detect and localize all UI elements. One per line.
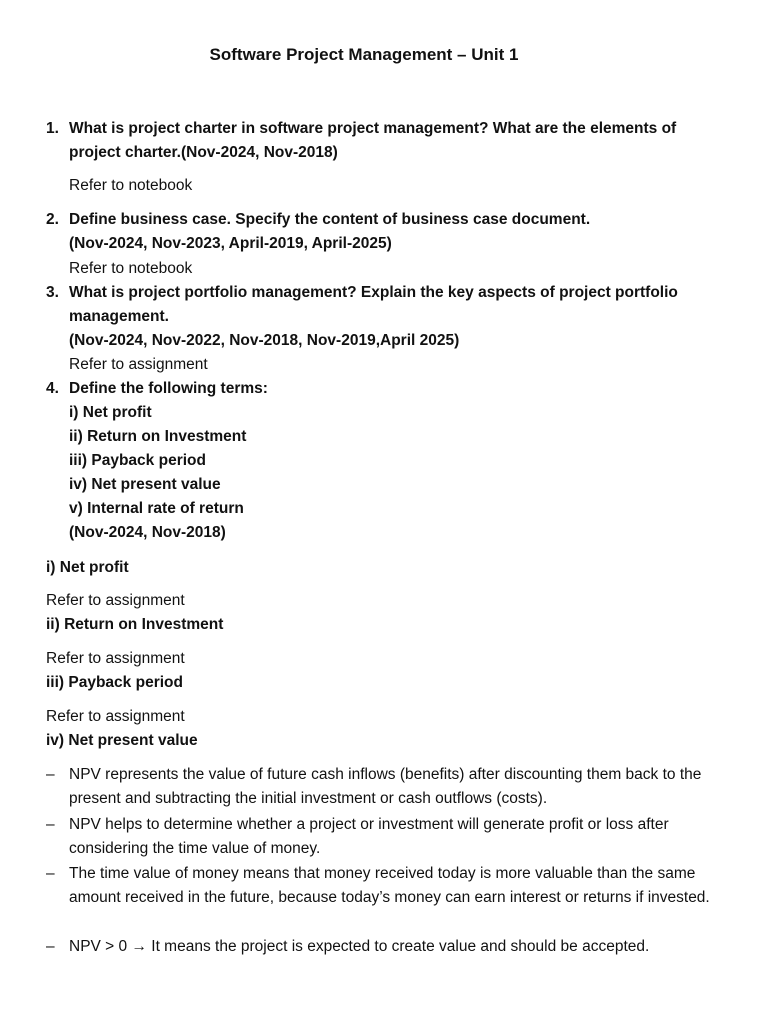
question-text-line: iii) Payback period (69, 452, 206, 469)
bullet-text: NPV helps to determine whether a project or investment will generate profit or loss after considering the time value of money. (69, 816, 669, 857)
question-text-line: (Nov-2024, Nov-2023, April-2019, April-2025) (69, 235, 392, 252)
question-2-note: Refer to notebook (69, 260, 193, 277)
bullet-text: NPV represents the value of future cash inflows (benefits) after discounting them back to the present and subtracting the initial investment or cash outflows (costs). (69, 766, 702, 807)
question-text-line: What is project charter in software project management? What are the elements of (69, 120, 677, 137)
section-heading-payback-period: iii) Payback period (46, 674, 183, 691)
question-3 (46, 281, 726, 353)
dash-bullet: – (46, 766, 55, 783)
bullet-item (46, 763, 736, 811)
question-text-line: v) Internal rate of return (69, 500, 244, 517)
question-4 (46, 377, 726, 545)
question-text-line: (Nov-2024, Nov-2018) (69, 524, 226, 541)
question-3-note: Refer to assignment (69, 356, 208, 373)
question-2 (46, 208, 726, 256)
dash-bullet: – (46, 816, 55, 833)
bullet-item (46, 862, 736, 910)
question-text-line: Define business case. Specify the content of business case document. (69, 211, 591, 228)
question-text-line: What is project portfolio management? Explain the key aspects of project portfolio (69, 284, 678, 301)
bullet-text: The time value of money means that money received today is more valuable than the same amount received in the future, because today’s money can earn interest or returns if invested. (69, 865, 710, 906)
question-text-line: (Nov-2024, Nov-2022, Nov-2018, Nov-2019,April 2025) (69, 332, 460, 349)
question-1-note: Refer to notebook (69, 177, 193, 194)
section-note: Refer to assignment (46, 650, 185, 667)
question-text-line: management. (69, 308, 169, 325)
question-text-line: i) Net profit (69, 404, 152, 421)
question-number: 2. (46, 211, 59, 228)
question-text-line: project charter.(Nov-2024, Nov-2018) (69, 144, 338, 161)
question-1 (46, 117, 726, 165)
question-text-line: ii) Return on Investment (69, 428, 247, 445)
question-number: 4. (46, 380, 59, 397)
bullet-text: NPV > 0 → It means the project is expected to create value and should be accepted. (69, 938, 650, 955)
question-number: 3. (46, 284, 59, 301)
document-title: Software Project Management – Unit 1 (209, 45, 519, 64)
question-text-line: Define the following terms: (69, 380, 268, 397)
question-text-line: iv) Net present value (69, 476, 221, 493)
section-heading-net-profit: i) Net profit (46, 559, 129, 576)
bullet-item (46, 935, 736, 959)
bullet-item (46, 813, 736, 861)
section-note: Refer to assignment (46, 592, 185, 609)
dash-bullet: – (46, 865, 55, 882)
section-heading-roi: ii) Return on Investment (46, 616, 224, 633)
question-number: 1. (46, 120, 59, 137)
dash-bullet: – (46, 938, 55, 955)
section-heading-npv: iv) Net present value (46, 732, 198, 749)
section-note: Refer to assignment (46, 708, 185, 725)
